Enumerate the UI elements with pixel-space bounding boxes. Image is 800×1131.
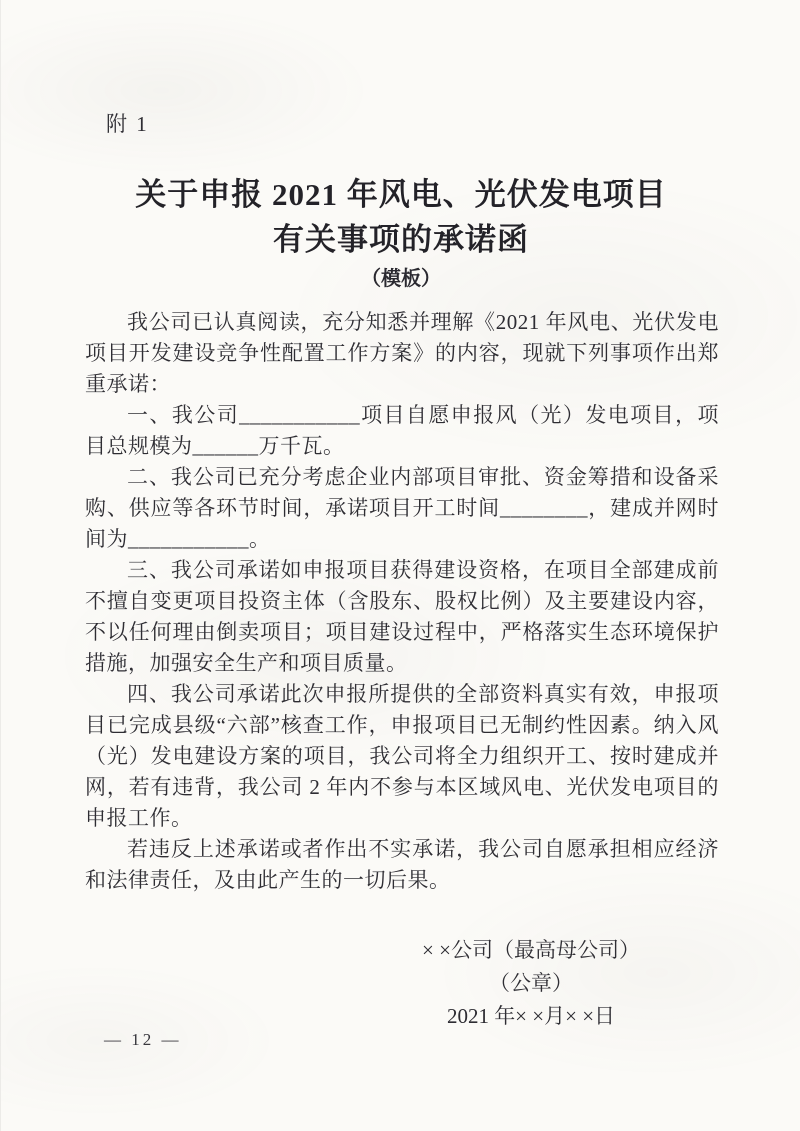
title-line-1: 关于申报 2021 年风电、光伏发电项目 [135, 177, 667, 212]
signature-date: 2021 年× ×月× ×日 [446, 1004, 616, 1028]
signature-company: × ×公司（最高母公司） [422, 938, 640, 962]
paragraph-item-2: 二、我公司已充分考虑企业内部项目审批、资金筹措和设备采购、供应等各环节时间，承诺项目开工时间________，建成并网时间为___________。 [85, 465, 719, 551]
signature-seal: （公章） [489, 971, 573, 995]
paragraph-item-3: 三、我公司承诺如申报项目获得建设资格，在项目全部建成前不擅自变更项目投资主体（含股东、股权比例）及主要建设内容，不以任何理由倒卖项目；项目建设过程中，严格落实生态环境保护措施，加强安全生产和项目质量。 [85, 558, 719, 675]
attachment-label: 附 1 [106, 112, 149, 136]
paragraph-item-4: 四、我公司承诺此次申报所提供的全部资料真实有效，申报项目已完成县级“六部”核查工作，申报项目已无制约性因素。纳入风（光）发电建设方案的项目，我公司将全力组织开工、按时建成并网，若有违背，我公司 2 年内不参与本区域风电、光伏发电项目的申报工作。 [85, 682, 719, 830]
title-line-2: 有关事项的承诺函 [273, 222, 529, 257]
paragraph-closing: 若违反上述承诺或者作出不实承诺，我公司自愿承担相应经济和法律责任，及由此产生的一切后果。 [85, 837, 719, 892]
document-title [1, 172, 800, 262]
subtitle-template: （模板） [361, 268, 441, 290]
paragraph-intro: 我公司已认真阅读，充分知悉并理解《2021 年风电、光伏发电项目开发建设竞争性配置工作方案》的内容，现就下列事项作出郑重承诺： [85, 310, 719, 396]
page-number: — 12 — [104, 1030, 182, 1049]
document-body [85, 307, 719, 896]
paragraph-item-1: 一、我公司___________项目自愿申报风（光）发电项目，项目总规模为______万千瓦。 [85, 403, 719, 458]
signature-block [381, 934, 681, 1033]
